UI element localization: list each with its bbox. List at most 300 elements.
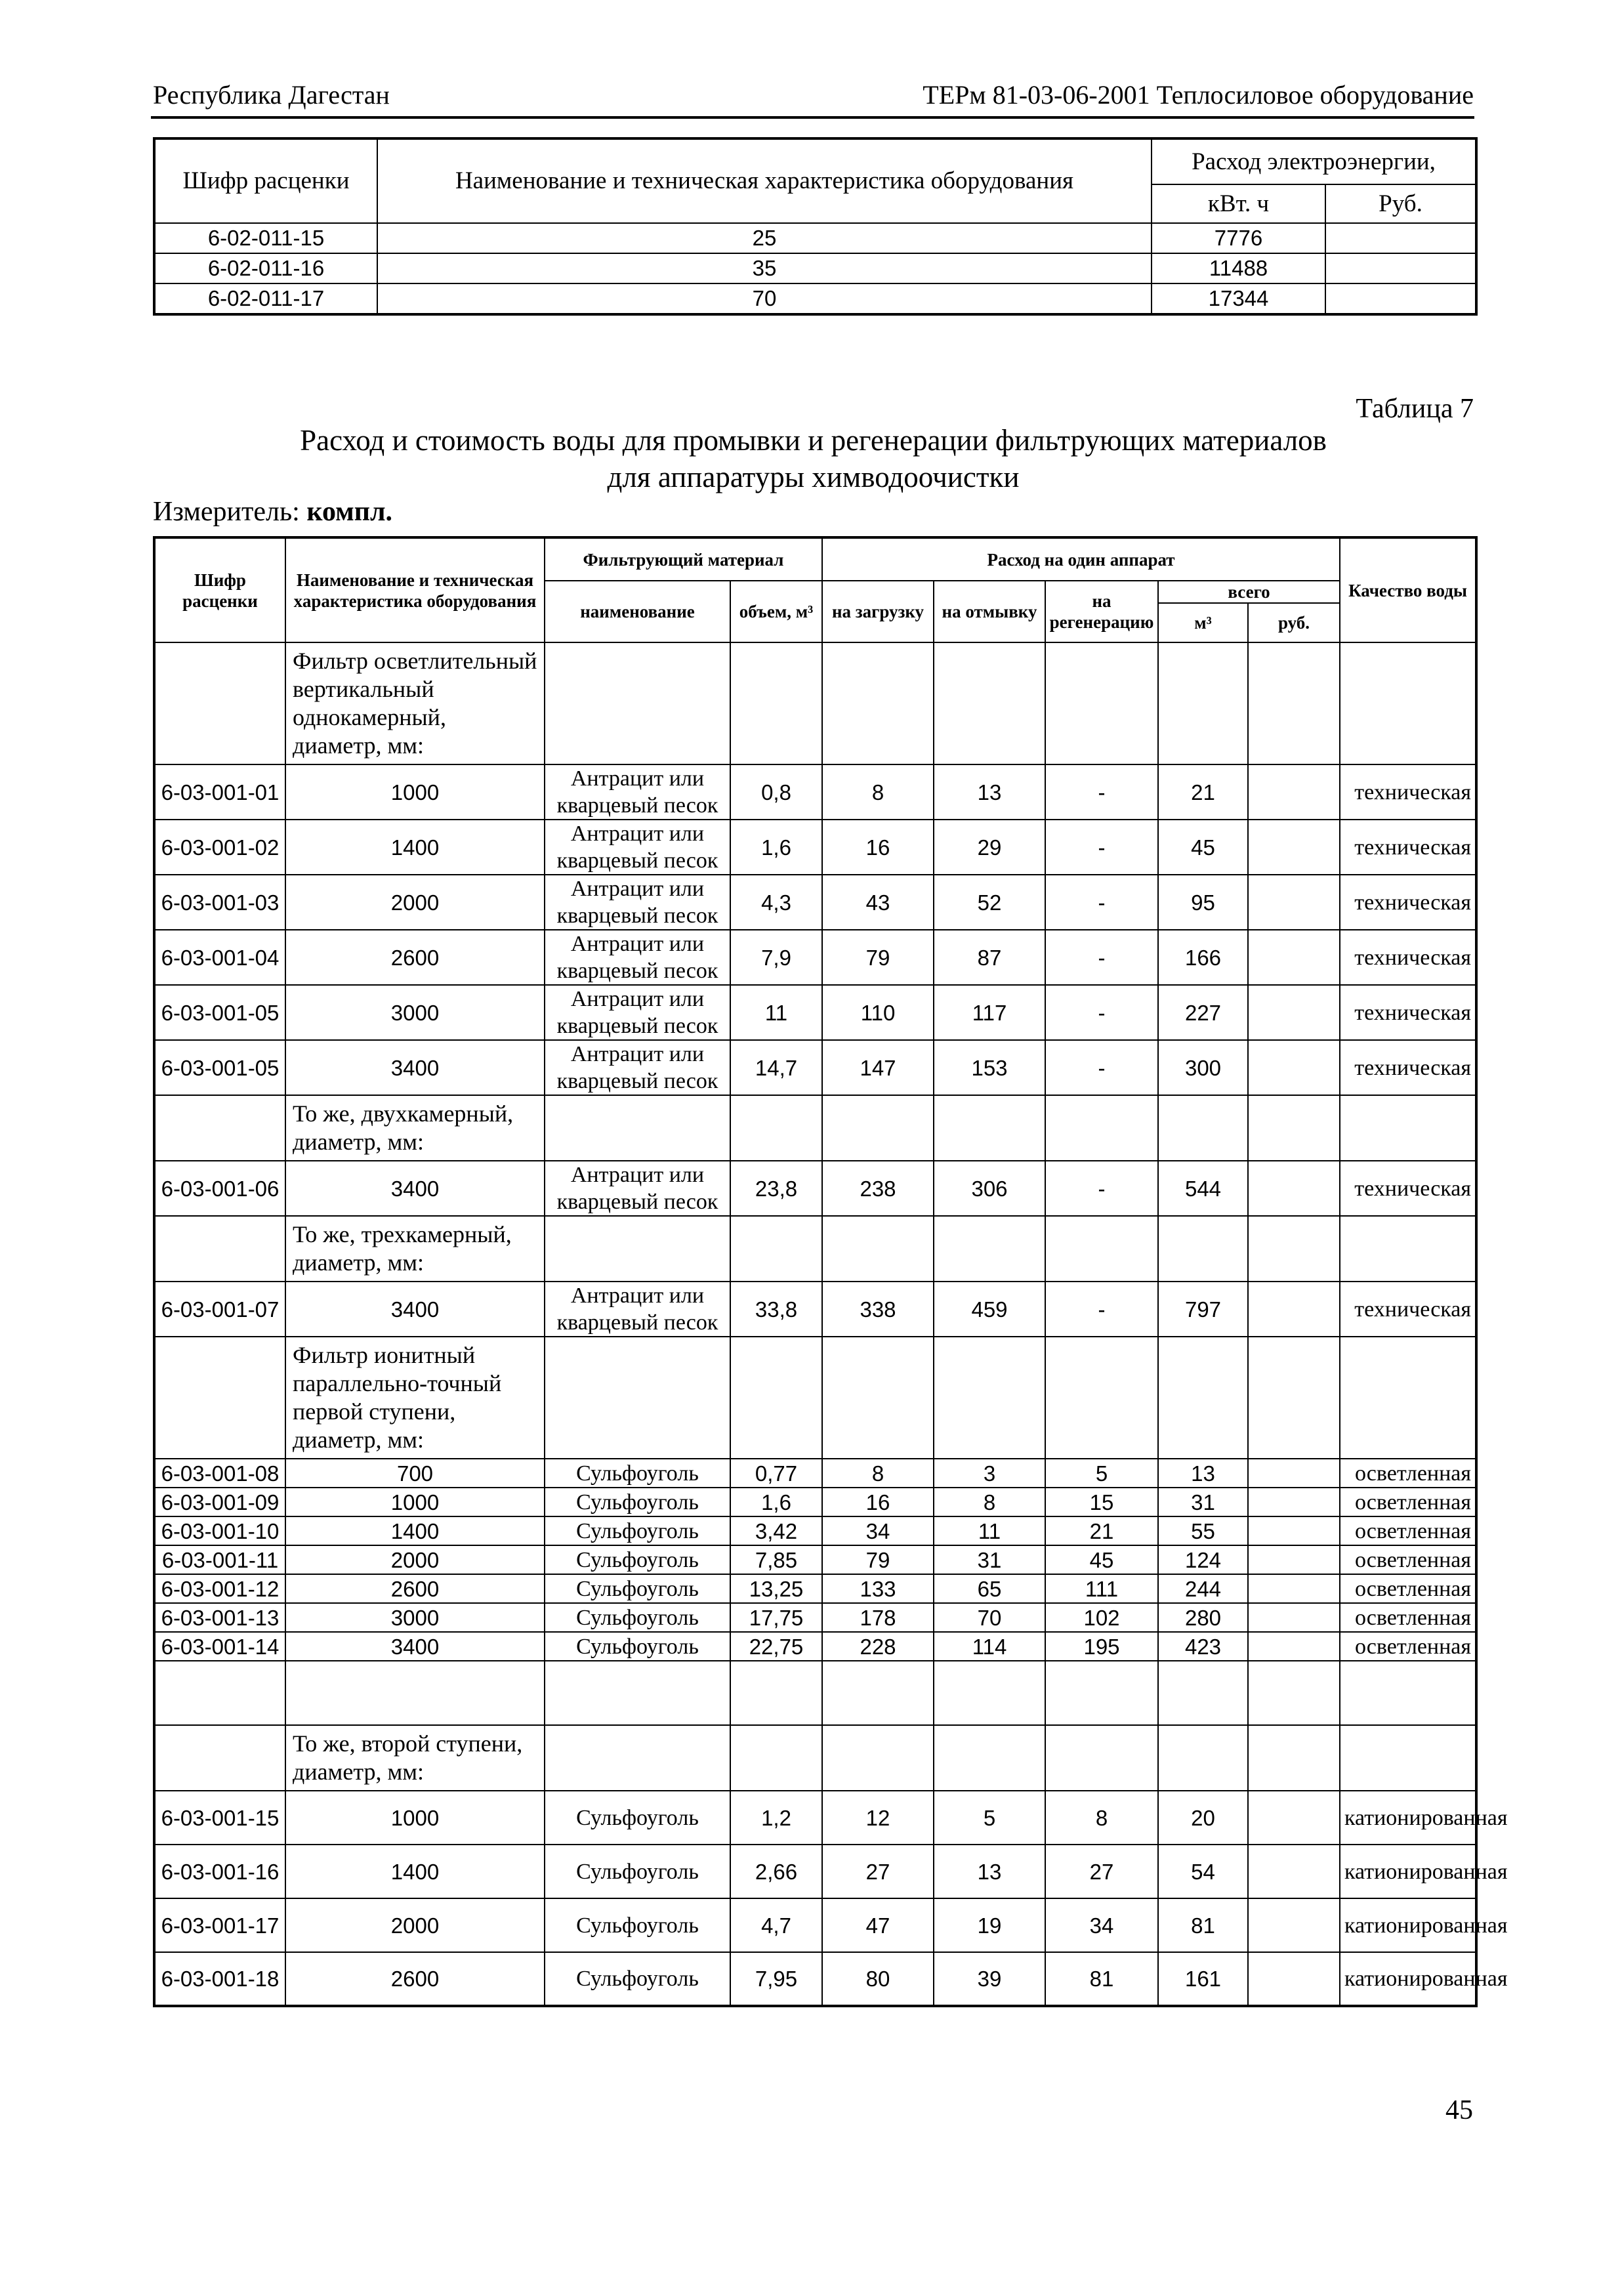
cell-regen: - [1045,985,1158,1040]
cell-code: 6-03-001-09 [154,1488,285,1516]
empty-cell [1158,1216,1248,1282]
cell-total-m3: 95 [1158,875,1248,930]
cell-code: 6-03-001-02 [154,820,285,875]
cell-quality: техническая [1340,820,1476,875]
col-wash: на отмывку [934,581,1045,642]
cell-quality: осветленная [1340,1603,1476,1632]
table-row [154,1845,1476,1898]
cell-load: 110 [822,985,934,1040]
cell-total-m3: 45 [1158,820,1248,875]
table-row [154,985,1476,1040]
table-row [154,1040,1476,1095]
section-row [154,1095,1476,1161]
empty-cell [822,642,934,764]
cell-code: 6-03-001-04 [154,930,285,985]
cell-load: 27 [822,1845,934,1898]
table-row [154,1632,1476,1661]
cell-wash: 19 [934,1898,1045,1952]
cell-dia: 1000 [285,1791,545,1845]
empty-cell [1340,1216,1476,1282]
energy-col-name: Наименование и техническая характеристика оборудования [377,138,1152,223]
cell-total-rub [1248,1040,1340,1095]
col-total-m3: м³ [1158,603,1248,642]
cell-total-m3: 300 [1158,1040,1248,1095]
cell-vol: 11 [730,985,822,1040]
table-row [154,1516,1476,1545]
empty-cell [154,1661,285,1725]
empty-cell [1158,1337,1248,1459]
energy-cell-code: 6-02-011-17 [154,283,377,314]
cell-mat: Сульфоуголь [545,1898,730,1952]
cell-code: 6-03-001-11 [154,1545,285,1574]
empty-cell [1045,1661,1158,1725]
cell-mat: Сульфоуголь [545,1516,730,1545]
cell-vol: 17,75 [730,1603,822,1632]
cell-wash: 87 [934,930,1045,985]
cell-vol: 3,42 [730,1516,822,1545]
cell-code: 6-03-001-15 [154,1791,285,1845]
cell-dia: 1400 [285,1516,545,1545]
cell-code: 6-03-001-16 [154,1845,285,1898]
cell-quality: катионированная [1340,1845,1476,1898]
cell-total-rub [1248,820,1340,875]
table-row [154,1161,1476,1216]
section-name: То же, двухкамерный, диаметр, мм: [285,1095,545,1161]
empty-cell [1158,1725,1248,1791]
cell-vol: 1,6 [730,820,822,875]
empty-cell [822,1725,934,1791]
cell-total-m3: 31 [1158,1488,1248,1516]
cell-vol: 7,85 [730,1545,822,1574]
empty-cell [1045,1725,1158,1791]
cell-wash: 117 [934,985,1045,1040]
energy-table [153,137,1478,316]
col-total-rub: руб. [1248,603,1340,642]
empty-cell [154,1337,285,1459]
cell-total-rub [1248,1516,1340,1545]
col-name: Наименование и техническая характеристика оборудования [285,537,545,642]
cell-load: 238 [822,1161,934,1216]
meter-unit: компл. [306,497,393,527]
cell-load: 147 [822,1040,934,1095]
cell-wash: 11 [934,1516,1045,1545]
energy-table-body [154,223,1476,314]
empty-cell [1045,1095,1158,1161]
blank-row [154,1661,1476,1725]
empty-cell [1045,1216,1158,1282]
table-row [154,875,1476,930]
energy-cell-rub [1325,253,1476,283]
cell-dia: 3400 [285,1040,545,1095]
cell-total-m3: 544 [1158,1161,1248,1216]
cell-regen: - [1045,930,1158,985]
cell-mat: Антрацит или кварцевый песок [545,875,730,930]
empty-cell [1340,1337,1476,1459]
energy-cell-name: 35 [377,253,1152,283]
section-name: То же, трехкамерный, диаметр, мм: [285,1216,545,1282]
empty-cell [1340,642,1476,764]
col-per-unit: Расход на один аппарат [822,537,1340,581]
cell-vol: 33,8 [730,1282,822,1337]
energy-col-energy: Расход электроэнергии, [1152,138,1476,184]
empty-cell [154,1095,285,1161]
energy-cell-rub [1325,283,1476,314]
cell-dia: 1000 [285,1488,545,1516]
empty-cell [1248,1337,1340,1459]
cell-regen: - [1045,1161,1158,1216]
header-document-code: ТЕРм 81-03-06-2001 Теплосиловое оборудование [923,80,1474,110]
cell-wash: 29 [934,820,1045,875]
table-row [154,1459,1476,1488]
cell-regen: 27 [1045,1845,1158,1898]
cell-load: 12 [822,1791,934,1845]
energy-cell-kwh: 7776 [1152,223,1325,253]
cell-quality: осветленная [1340,1459,1476,1488]
cell-regen: - [1045,1282,1158,1337]
cell-wash: 31 [934,1545,1045,1574]
cell-regen: - [1045,1040,1158,1095]
col-filter-name: наименование [545,581,730,642]
cell-quality: катионированная [1340,1952,1476,2006]
cell-wash: 459 [934,1282,1045,1337]
table-row [154,1898,1476,1952]
energy-col-code: Шифр расценки [154,138,377,223]
empty-cell [730,1095,822,1161]
empty-cell [1248,1661,1340,1725]
empty-cell [1158,642,1248,764]
col-filter: Фильтрующий материал [545,537,822,581]
cell-load: 16 [822,820,934,875]
empty-cell [545,1661,730,1725]
table-row [154,1488,1476,1516]
cell-wash: 306 [934,1161,1045,1216]
empty-cell [154,1725,285,1791]
cell-total-rub [1248,1459,1340,1488]
col-code: Шифр расценки [154,537,285,642]
cell-dia: 3000 [285,1603,545,1632]
cell-mat: Антрацит или кварцевый песок [545,820,730,875]
cell-quality: осветленная [1340,1574,1476,1603]
cell-total-rub [1248,1845,1340,1898]
table-row [154,820,1476,875]
cell-dia: 2600 [285,930,545,985]
cell-vol: 0,8 [730,764,822,820]
cell-dia: 1400 [285,820,545,875]
energy-cell-code: 6-02-011-16 [154,253,377,283]
cell-code: 6-03-001-05 [154,985,285,1040]
table-title [153,422,1474,495]
table-row [154,1603,1476,1632]
empty-cell [545,1725,730,1791]
cell-quality: техническая [1340,1161,1476,1216]
energy-cell-kwh: 17344 [1152,283,1325,314]
cell-regen: 8 [1045,1791,1158,1845]
empty-cell [934,1216,1045,1282]
cell-wash: 114 [934,1632,1045,1661]
cell-total-m3: 13 [1158,1459,1248,1488]
cell-vol: 0,77 [730,1459,822,1488]
empty-cell [934,1095,1045,1161]
empty-cell [1340,1095,1476,1161]
cell-total-rub [1248,1282,1340,1337]
cell-load: 8 [822,1459,934,1488]
cell-regen: - [1045,764,1158,820]
empty-cell [1045,642,1158,764]
cell-dia: 2000 [285,1898,545,1952]
energy-col-kwh: кВт. ч [1152,184,1325,223]
cell-quality: осветленная [1340,1516,1476,1545]
empty-cell [822,1095,934,1161]
cell-dia: 2000 [285,1545,545,1574]
col-total: всего [1158,581,1340,603]
cell-regen: 81 [1045,1952,1158,2006]
cell-dia: 3400 [285,1282,545,1337]
cell-wash: 3 [934,1459,1045,1488]
cell-mat: Сульфоуголь [545,1791,730,1845]
cell-regen: 15 [1045,1488,1158,1516]
cell-total-m3: 244 [1158,1574,1248,1603]
cell-total-rub [1248,1488,1340,1516]
cell-load: 228 [822,1632,934,1661]
cell-wash: 65 [934,1574,1045,1603]
table-row [154,1574,1476,1603]
cell-wash: 153 [934,1040,1045,1095]
cell-mat: Сульфоуголь [545,1459,730,1488]
cell-regen: 5 [1045,1459,1158,1488]
cell-quality: техническая [1340,1040,1476,1095]
water-table-body [154,642,1508,2006]
empty-cell [545,1216,730,1282]
empty-cell [822,1216,934,1282]
cell-mat: Сульфоуголь [545,1632,730,1661]
section-row [154,1725,1476,1791]
cell-total-rub [1248,1632,1340,1661]
empty-cell [730,1725,822,1791]
cell-wash: 8 [934,1488,1045,1516]
section-name: Фильтр ионитный параллельно-точный первой ступени, диаметр, мм: [285,1337,545,1459]
cell-vol: 13,25 [730,1574,822,1603]
cell-regen: - [1045,820,1158,875]
cell-code: 6-03-001-07 [154,1282,285,1337]
empty-cell [1158,1095,1248,1161]
cell-total-m3: 20 [1158,1791,1248,1845]
cell-regen: - [1045,875,1158,930]
cell-dia: 2000 [285,875,545,930]
cell-total-m3: 124 [1158,1545,1248,1574]
energy-cell-code: 6-02-011-15 [154,223,377,253]
cell-mat: Сульфоуголь [545,1488,730,1516]
cell-code: 6-03-001-17 [154,1898,285,1952]
col-regen: на регенерацию [1045,581,1158,642]
header-region: Республика Дагестан [153,80,390,110]
section-row [154,1337,1476,1459]
cell-wash: 39 [934,1952,1045,2006]
empty-cell [934,1337,1045,1459]
cell-dia: 2600 [285,1952,545,2006]
cell-code: 6-03-001-05 [154,1040,285,1095]
empty-cell [730,642,822,764]
cell-total-rub [1248,985,1340,1040]
cell-dia: 3400 [285,1632,545,1661]
table-title-line2: для аппаратуры химводоочистки [607,461,1020,493]
cell-code: 6-03-001-12 [154,1574,285,1603]
empty-cell [1340,1725,1476,1791]
table-number: Таблица 7 [1356,394,1474,424]
cell-load: 79 [822,930,934,985]
cell-wash: 52 [934,875,1045,930]
cell-vol: 1,2 [730,1791,822,1845]
energy-row [154,223,1476,253]
table-row [154,1282,1476,1337]
cell-mat: Антрацит или кварцевый песок [545,930,730,985]
cell-code: 6-03-001-01 [154,764,285,820]
cell-load: 16 [822,1488,934,1516]
cell-vol: 1,6 [730,1488,822,1516]
energy-cell-rub [1325,223,1476,253]
cell-code: 6-03-001-08 [154,1459,285,1488]
cell-load: 338 [822,1282,934,1337]
cell-code: 6-03-001-13 [154,1603,285,1632]
cell-vol: 22,75 [730,1632,822,1661]
page-number: 45 [1445,2095,1473,2125]
section-row [154,642,1476,764]
cell-total-rub [1248,1603,1340,1632]
cell-dia: 3000 [285,985,545,1040]
cell-mat: Антрацит или кварцевый песок [545,985,730,1040]
cell-quality: катионированная [1340,1898,1476,1952]
table-row [154,1545,1476,1574]
cell-total-m3: 21 [1158,764,1248,820]
empty-cell [1045,1337,1158,1459]
cell-total-m3: 55 [1158,1516,1248,1545]
table-row [154,764,1476,820]
cell-quality: осветленная [1340,1545,1476,1574]
cell-regen: 111 [1045,1574,1158,1603]
cell-mat: Антрацит или кварцевый песок [545,764,730,820]
cell-vol: 2,66 [730,1845,822,1898]
cell-load: 43 [822,875,934,930]
empty-cell [154,1216,285,1282]
cell-mat: Сульфоуголь [545,1545,730,1574]
energy-cell-name: 25 [377,223,1152,253]
meter-label: Измеритель: [153,497,300,527]
energy-row [154,253,1476,283]
table-row [154,1791,1476,1845]
cell-vol: 7,95 [730,1952,822,2006]
empty-cell [285,1661,545,1725]
cell-regen: 45 [1045,1545,1158,1574]
cell-mat: Сульфоуголь [545,1845,730,1898]
cell-regen: 195 [1045,1632,1158,1661]
cell-total-rub [1248,764,1340,820]
cell-total-rub [1248,1791,1340,1845]
empty-cell [730,1661,822,1725]
cell-dia: 1000 [285,764,545,820]
cell-total-rub [1248,1898,1340,1952]
col-volume: объем, м³ [730,581,822,642]
cell-vol: 14,7 [730,1040,822,1095]
cell-vol: 4,7 [730,1898,822,1952]
empty-cell [730,1337,822,1459]
cell-dia: 3400 [285,1161,545,1216]
cell-total-rub [1248,1545,1340,1574]
energy-cell-name: 70 [377,283,1152,314]
empty-cell [1248,1095,1340,1161]
cell-quality: осветленная [1340,1488,1476,1516]
empty-cell [934,1725,1045,1791]
cell-code: 6-03-001-18 [154,1952,285,2006]
cell-mat: Антрацит или кварцевый песок [545,1161,730,1216]
empty-cell [154,642,285,764]
cell-vol: 23,8 [730,1161,822,1216]
empty-cell [545,642,730,764]
section-name: Фильтр осветлительный вертикальный однокамерный, диаметр, мм: [285,642,545,764]
cell-load: 80 [822,1952,934,2006]
table-row [154,930,1476,985]
cell-load: 34 [822,1516,934,1545]
cell-quality: осветленная [1340,1632,1476,1661]
cell-dia: 700 [285,1459,545,1488]
cell-mat: Сульфоуголь [545,1574,730,1603]
cell-load: 178 [822,1603,934,1632]
cell-regen: 102 [1045,1603,1158,1632]
energy-row [154,283,1476,314]
cell-total-m3: 81 [1158,1898,1248,1952]
meter-line [153,495,392,529]
cell-total-m3: 161 [1158,1952,1248,2006]
empty-cell [822,1337,934,1459]
table-title-line1: Расход и стоимость воды для промывки и регенерации фильтрующих материалов [300,424,1327,457]
section-name: То же, второй ступени, диаметр, мм: [285,1725,545,1791]
empty-cell [545,1095,730,1161]
cell-wash: 5 [934,1791,1045,1845]
cell-total-rub [1248,1161,1340,1216]
cell-total-rub [1248,1952,1340,2006]
empty-cell [934,1661,1045,1725]
col-load: на загрузку [822,581,934,642]
empty-cell [545,1337,730,1459]
cell-total-m3: 423 [1158,1632,1248,1661]
empty-cell [730,1216,822,1282]
cell-mat: Сульфоуголь [545,1603,730,1632]
energy-col-rub: Руб. [1325,184,1476,223]
water-table [153,536,1508,2007]
cell-dia: 1400 [285,1845,545,1898]
cell-regen: 21 [1045,1516,1158,1545]
cell-vol: 7,9 [730,930,822,985]
cell-mat: Антрацит или кварцевый песок [545,1040,730,1095]
cell-load: 133 [822,1574,934,1603]
col-quality: Качество воды [1340,537,1476,642]
cell-quality: техническая [1340,985,1476,1040]
cell-total-m3: 166 [1158,930,1248,985]
cell-quality: катионированная [1340,1791,1476,1845]
empty-cell [1248,1216,1340,1282]
cell-total-m3: 227 [1158,985,1248,1040]
table-row [154,1952,1476,2006]
cell-code: 6-03-001-06 [154,1161,285,1216]
section-row [154,1216,1476,1282]
cell-mat: Сульфоуголь [545,1952,730,2006]
cell-code: 6-03-001-14 [154,1632,285,1661]
cell-total-m3: 54 [1158,1845,1248,1898]
cell-load: 8 [822,764,934,820]
cell-code: 6-03-001-10 [154,1516,285,1545]
cell-wash: 13 [934,1845,1045,1898]
empty-cell [1248,1725,1340,1791]
cell-regen: 34 [1045,1898,1158,1952]
cell-total-rub [1248,930,1340,985]
